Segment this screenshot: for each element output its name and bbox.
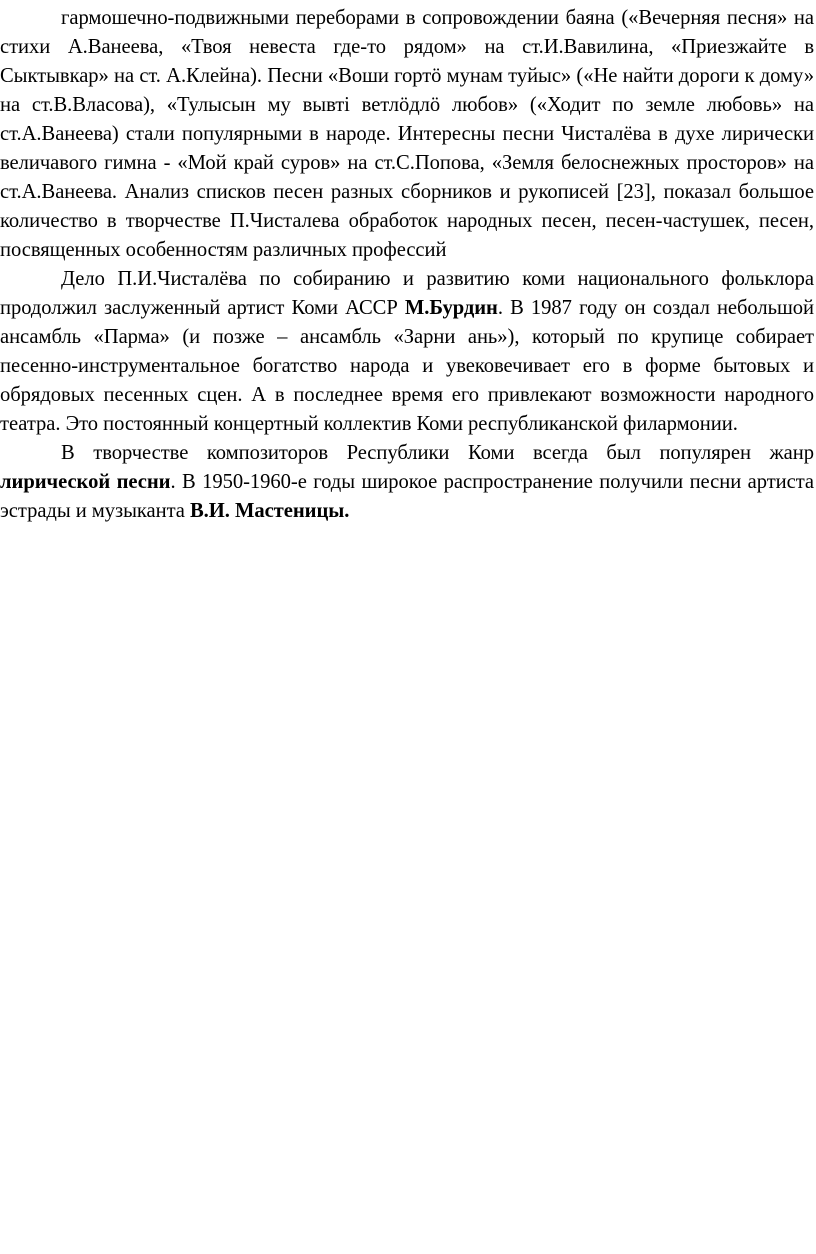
paragraph-2 xyxy=(0,265,814,439)
paragraph-1 xyxy=(0,4,814,265)
paragraph-2-text-b: . В 1987 году он создал небольшой ансамбль «Парма» (и позже – ансамбль «Зарни ань»), который по крупице собирает песенно-инструментальное богатство народа и увековечивает его в форме бытовых и обрядовых песенных сцен. А в последнее время его привлекают возможности народного театра. Это постоянный концертный коллектив Коми республиканской филармонии. xyxy=(0,297,815,435)
paragraph-3-text-b: . В 1950-1960-е годы широкое распространение получили песни артиста эстрады и музыканта xyxy=(0,471,814,522)
genre-lyric-song: лирической песни xyxy=(0,471,171,493)
author-name-mastenitsy: В.И. Мастеницы. xyxy=(190,500,350,522)
paragraph-1-text: гармошечно-подвижными переборами в сопровождении баяна («Вечерняя песня» на стихи А.Ванеева, «Твоя невеста где-то рядом» на ст.И.Вавилина, «Приезжайте в Сыктывкар» на ст. А.Клейна). Песни «Воши гортӧ мунам туйыс» («Не найти дороги к дому» на ст.В.Власова), «Тулысын му вывті ветлӧдлӧ любов» («Ходит по земле любовь» на ст.А.Ванеева) стали популярными в народе. Интересны песни Чисталёва в духе лирически величавого гимна - «Мой край суров» на ст.С.Попова, «Земля белоснежных просторов» на ст.А.Ванеева. Анализ списков песен разных сборников и рукописей [23], показал большое количество в творчестве П.Чисталева обработок народных песен, песен-частушек, песен, посвященных особенностям различных профессий xyxy=(0,7,814,261)
paragraph-2-text-a: Дело П.И.Чисталёва по собиранию и развитию коми национального фольклора продолжил заслуженный артист Коми АССР xyxy=(0,268,814,319)
author-name-burdin: М.Бурдин xyxy=(404,297,498,319)
paragraph-3-text-a: В творчестве композиторов Республики Коми всегда был популярен жанр xyxy=(61,442,814,464)
paragraph-3 xyxy=(0,439,814,526)
